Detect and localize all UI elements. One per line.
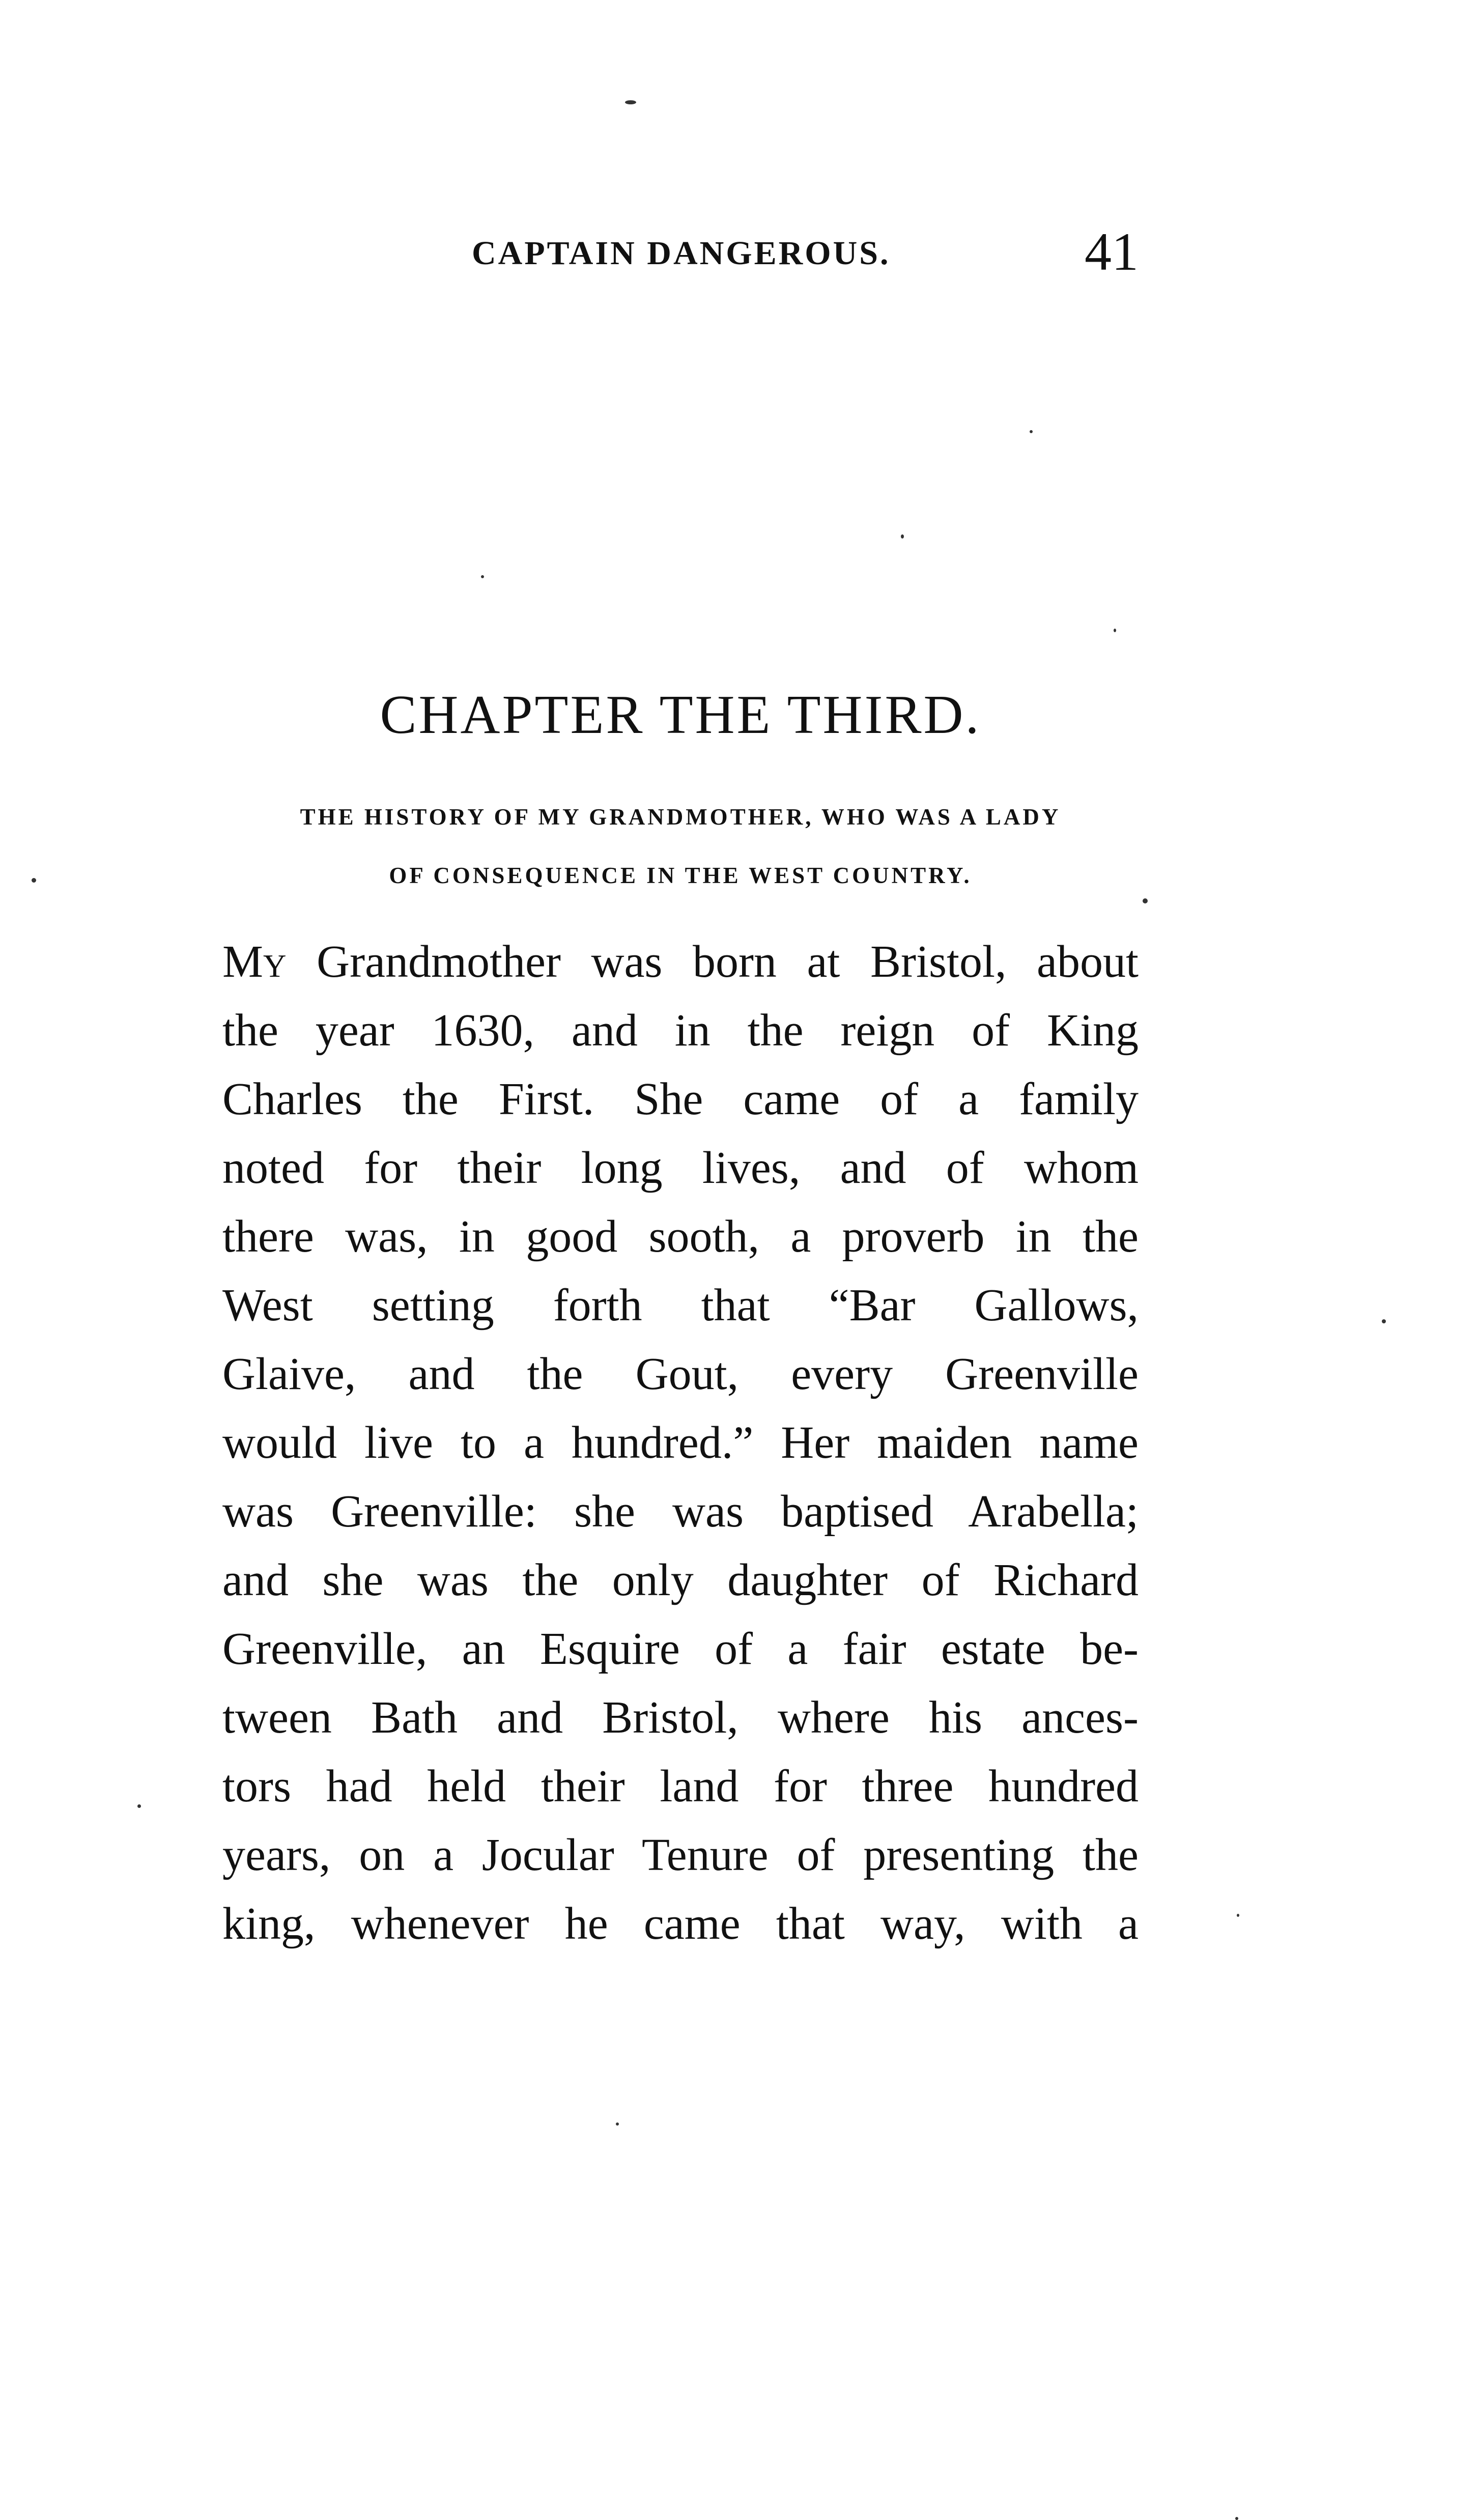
text-line: tween Bath and Bristol, where his ances- bbox=[222, 1692, 1139, 1743]
running-head bbox=[222, 222, 1139, 289]
text-line: and she was the only daughter of Richard bbox=[222, 1555, 1139, 1605]
text-line: tors had held their land for three hundred bbox=[222, 1761, 1139, 1811]
text-line: noted for their long lives, and of whom bbox=[222, 1143, 1139, 1193]
opening-word: My bbox=[222, 937, 287, 987]
scan-speck bbox=[616, 2122, 619, 2126]
scan-speck bbox=[1237, 1914, 1239, 1917]
body-text bbox=[222, 927, 1139, 1958]
scan-speck bbox=[137, 1804, 141, 1808]
scan-speck bbox=[901, 534, 904, 539]
text-line: Greenville, an Esquire of a fair estate be- bbox=[222, 1624, 1139, 1674]
scan-speck bbox=[625, 100, 636, 104]
text-line-content: Grandmother was born at Bristol, about bbox=[286, 937, 1139, 987]
scan-speck bbox=[1030, 430, 1033, 433]
text-line: there was, in good sooth, a proverb in the bbox=[222, 1211, 1139, 1262]
text-line: would live to a hundred.” Her maiden name bbox=[222, 1418, 1139, 1468]
scan-speck bbox=[1382, 1319, 1386, 1323]
text-line: the year 1630, and in the reign of King bbox=[222, 1005, 1139, 1056]
scan-speck bbox=[1235, 2517, 1238, 2520]
chapter-title: CHAPTER THE THIRD. bbox=[380, 685, 981, 745]
text-line: king, whenever he came that way, with a bbox=[222, 1899, 1139, 1949]
text-line: Charles the First. She came of a family bbox=[222, 1074, 1139, 1124]
chapter-subtitle-line-2: OF CONSEQUENCE IN THE WEST COUNTRY. bbox=[389, 863, 972, 888]
running-title: CAPTAIN DANGEROUS. bbox=[472, 235, 891, 272]
page-number: 41 bbox=[1085, 222, 1139, 281]
text-line: was Greenville: she was baptised Arabella; bbox=[222, 1486, 1139, 1537]
text-line: West setting forth that “Bar Gallows, bbox=[222, 1280, 1139, 1330]
chapter-subtitle-line-1: THE HISTORY OF MY GRANDMOTHER, WHO WAS A LADY bbox=[300, 804, 1061, 830]
scan-speck bbox=[32, 878, 36, 883]
scan-speck bbox=[1143, 898, 1148, 903]
scan-speck bbox=[481, 575, 484, 578]
text-line: years, on a Jocular Tenure of presenting the bbox=[222, 1830, 1139, 1880]
scan-speck bbox=[1114, 629, 1116, 632]
text-line: Glaive, and the Gout, every Greenville bbox=[222, 1349, 1139, 1399]
text-line bbox=[222, 927, 1139, 996]
